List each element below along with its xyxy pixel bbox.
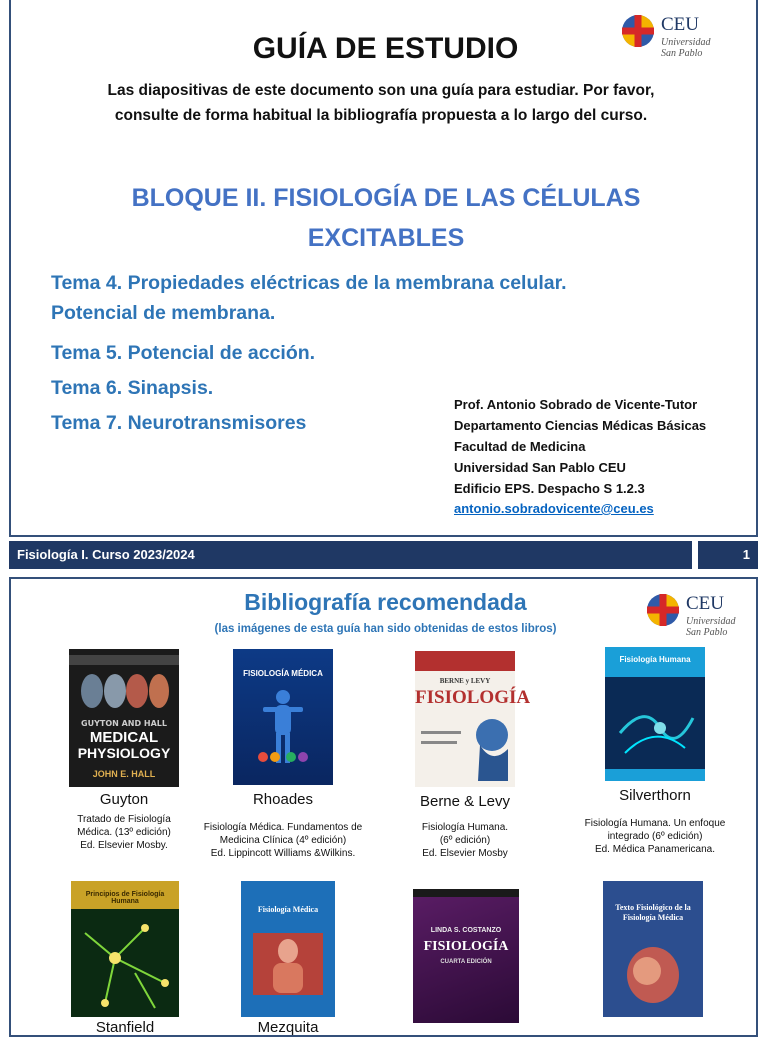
logo-sub-line-1: Universidad — [686, 616, 736, 627]
desc-line: Fisiología Humana. — [421, 822, 509, 833]
bibliography-subtitle: (las imágenes de esta guía han sido obtenidas de estos libros) — [214, 623, 557, 635]
cover-title: Fisiología Médica — [257, 905, 319, 914]
book-cover-silverthorn — [605, 647, 705, 781]
neuron-image-icon — [615, 693, 695, 763]
desc-line: Fisiología Médica. Fundamentos de — [203, 822, 363, 833]
topic-7: Tema 7. Neurotransmisores — [51, 412, 307, 434]
cover-title: FISIOLOGÍA MÉDICA — [243, 669, 323, 678]
book-desc-guyton — [44, 813, 204, 852]
intro-line-1: Las diapositivas de este documento son una guía para estudiar. Por favor, — [107, 82, 655, 99]
cover-author: JOHN E. HALL — [92, 769, 156, 779]
desc-line: Tratado de Fisiología — [77, 814, 171, 825]
cover-title: Principios de Fisiología Humana — [85, 891, 165, 905]
head-anatomy-icon — [470, 715, 512, 781]
book-cover-guyton — [69, 649, 179, 787]
block-heading-line-1: BLOQUE II. FISIOLOGÍA DE LAS CÉLULAS — [131, 184, 641, 212]
block-heading-line-2: EXCITABLES — [307, 224, 465, 252]
book-cover-stanfield — [71, 881, 179, 1017]
book-author-mezquita: Mezquita — [257, 1019, 319, 1036]
cover-edition: CUARTA EDICIÓN — [440, 959, 492, 965]
slide-footer — [9, 541, 758, 569]
slide-1 — [9, 0, 758, 537]
book-author-berne-levy: Berne & Levy — [419, 793, 511, 810]
desc-line: Ed. Médica Panamericana. — [594, 844, 716, 855]
professor-department: Departamento Ciencias Médicas Básicas — [454, 418, 707, 433]
logo-sub-line-1: Universidad — [661, 37, 711, 48]
book-cover-rhoades — [233, 649, 333, 785]
block-heading — [51, 178, 721, 258]
slide-2 — [9, 577, 758, 1037]
book-desc-rhoades — [193, 821, 373, 860]
topic-5: Tema 5. Potencial de acción. — [51, 342, 316, 364]
topic-4-line-1: Tema 4. Propiedades eléctricas de la membrana celular. — [51, 272, 567, 294]
book-cover-textbook — [603, 881, 703, 1017]
bibliography-title: Bibliografía recomendada — [244, 589, 527, 615]
cover-title: FISIOLOGÍA — [415, 687, 531, 708]
logo-sub-line-2: San Pablo — [661, 48, 703, 59]
desc-line: Medicina Clínica (4º edición) — [219, 835, 347, 846]
desc-line: Ed. Elsevier Mosby — [422, 848, 508, 859]
professor-faculty: Facultad de Medicina — [454, 439, 586, 454]
cover-title: Fisiología Humana — [619, 655, 691, 664]
book-cover-berne-levy — [415, 651, 531, 787]
logo-name: CEU — [661, 14, 699, 35]
desc-line: (6º edición) — [439, 835, 491, 846]
desc-line: Ed. Elsevier Mosby. — [80, 840, 168, 851]
cover-title: Texto Fisiológico de la Fisiología Médica — [615, 903, 691, 922]
logo-name: CEU — [686, 593, 724, 614]
logo-sub-line-2: San Pablo — [686, 627, 728, 638]
book-cover-mezquita — [241, 881, 335, 1017]
cover-title-2: PHYSIOLOGY — [77, 745, 171, 761]
desc-line: Ed. Lippincott Williams &Wilkins. — [210, 848, 356, 859]
professor-university: Universidad San Pablo CEU — [454, 460, 626, 475]
anatomy-figures-icon — [77, 671, 171, 711]
professor-email-link[interactable]: antonio.sobradovicente@ceu.es — [454, 501, 654, 516]
book-desc-berne-levy — [395, 821, 535, 860]
desc-line: Médica. (13º edición) — [77, 827, 171, 838]
book-desc-silverthorn — [570, 817, 740, 856]
book-cover-costanzo — [413, 889, 519, 1023]
body-silhouette-icon — [253, 687, 313, 767]
topic-4-line-2: Potencial de membrana. — [51, 302, 276, 324]
page-number: 1 — [692, 541, 758, 569]
book-author-stanfield: Stanfield — [95, 1019, 155, 1036]
cover-title-1: MEDICAL — [89, 729, 159, 746]
cover-title: FISIOLOGÍA — [423, 939, 509, 954]
topic-6: Tema 6. Sinapsis. — [51, 377, 214, 399]
book-author-guyton: Guyton — [99, 791, 149, 808]
head-anatomy-icon — [617, 945, 689, 1015]
torso-anatomy-icon — [263, 937, 313, 993]
cover-authors: BERNE y LEVY — [439, 677, 491, 685]
desc-line: integrado (6º edición) — [607, 831, 703, 842]
intro-text — [31, 78, 731, 128]
intro-line-2: consulte de forma habitual la bibliografía propuesta a lo largo del curso. — [114, 107, 648, 124]
page-title: GUÍA DE ESTUDIO — [252, 32, 519, 65]
desc-line: Fisiología Humana. Un enfoque — [584, 818, 726, 829]
course-label: Fisiología I. Curso 2023/2024 — [17, 547, 195, 562]
professor-office: Edificio EPS. Despacho S 1.2.3 — [454, 481, 645, 496]
book-author-rhoades: Rhoades — [252, 791, 314, 808]
professor-name: Prof. Antonio Sobrado de Vicente-Tutor — [454, 397, 698, 412]
neurons-image-icon — [75, 913, 175, 1013]
book-author-silverthorn: Silverthorn — [619, 787, 691, 804]
cover-series: GUYTON AND HALL — [81, 719, 167, 728]
cover-author: LINDA S. COSTANZO — [430, 927, 502, 934]
